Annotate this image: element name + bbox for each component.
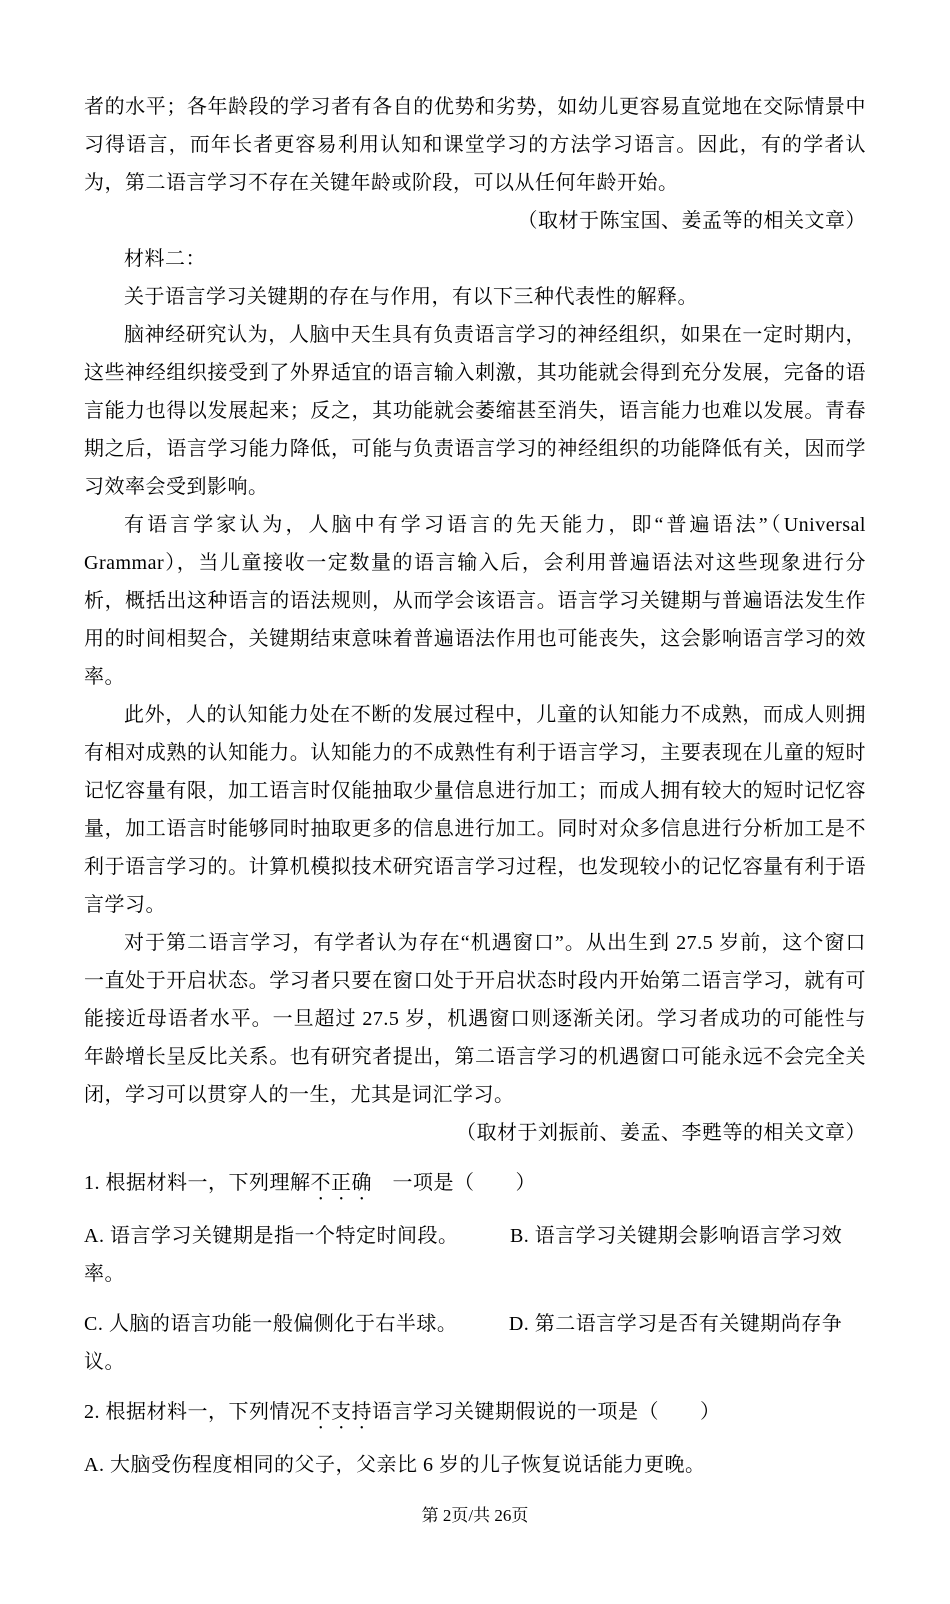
text-segment: 2. 根据材料一，下列情况: [84, 1401, 311, 1423]
text-segment: （取材于刘振前、姜孟、李甦等的相关文章）: [456, 1122, 866, 1144]
text-segment: 语言学习关键期假说的一项是（ ）: [372, 1401, 721, 1423]
emphasized-text: 不正确: [310, 1172, 372, 1194]
emphasized-text: 不支持: [310, 1401, 372, 1423]
document-body: [84, 88, 866, 1484]
paragraph: [84, 924, 866, 1114]
page-number: 第 2页/共 26页: [421, 1506, 529, 1525]
paragraph: [84, 696, 866, 924]
text-segment: （取材于陈宝国、姜孟等的相关文章）: [517, 210, 866, 232]
text-segment: 对于第二语言学习，有学者认为存在“机遇窗口”。从出生到 27.5 岁前，这个窗口一直处于开启状态。学习者只要在窗口处于开启状态时段内开始第二语言学习，就有可能接近母语者水平。一旦超过 27.5 岁，机遇窗口则逐渐关闭。学习者成功的可能性与年龄增长呈反比关系。也有研究者提出，第二语言学习的机遇窗口可能永远不会完全关闭，学习可以贯穿人的一生，尤其是词汇学习。: [84, 932, 866, 1106]
question-text: [84, 1393, 866, 1434]
text-segment: 1. 根据材料一，下列理解: [84, 1172, 311, 1194]
question-text: [84, 1164, 866, 1205]
source-attribution: [84, 1114, 866, 1152]
text-segment: C. 人脑的语言功能一般偏侧化于右半球。 D. 第二语言学习是否有关键期尚存争议。: [84, 1313, 843, 1373]
text-segment: 关于语言学习关键期的存在与作用，有以下三种代表性的解释。: [124, 286, 698, 308]
answer-options: [84, 1446, 866, 1484]
paragraph: [84, 506, 866, 696]
paragraph: [84, 88, 866, 202]
text-segment: A. 语言学习关键期是指一个特定时间段。 B. 语言学习关键期会影响语言学习效率。: [84, 1225, 843, 1285]
paragraph: [84, 316, 866, 506]
text-segment: 者的水平；各年龄段的学习者有各自的优势和劣势，如幼儿更容易直觉地在交际情景中习得语言，而年长者更容易利用认知和课堂学习的方法学习语言。因此，有的学者认为，第二语言学习不存在关键年龄或阶段，可以从任何年龄开始。: [84, 96, 866, 194]
source-attribution: [84, 202, 866, 240]
answer-options: [84, 1305, 866, 1381]
text-segment: A. 大脑受伤程度相同的父子，父亲比 6 岁的儿子恢复说话能力更晚。: [84, 1454, 706, 1476]
text-segment: 一项是（ ）: [372, 1172, 536, 1194]
paragraph: [84, 240, 866, 278]
text-segment: 脑神经研究认为，人脑中天生具有负责语言学习的神经组织，如果在一定时期内，这些神经组织接受到了外界适宜的语言输入刺激，其功能就会得到充分发展，完备的语言能力也得以发展起来；反之，其功能就会萎缩甚至消失，语言能力也难以发展。青春期之后，语言学习能力降低，可能与负责语言学习的神经组织的功能降低有关，因而学习效率会受到影响。: [84, 324, 866, 498]
page-footer: [0, 1506, 950, 1526]
text-segment: 有语言学家认为，人脑中有学习语言的先天能力，即“普遍语法”（Universal Grammar），当儿童接收一定数量的语言输入后，会利用普遍语法对这些现象进行分析，概括出这种语言的语法规则，从而学会该语言。语言学习关键期与普遍语法发生作用的时间相契合，关键期结束意味着普遍语法作用也可能丧失，这会影响语言学习的效率。: [84, 514, 866, 688]
paragraph: [84, 278, 866, 316]
text-segment: 此外，人的认知能力处在不断的发展过程中，儿童的认知能力不成熟，而成人则拥有相对成熟的认知能力。认知能力的不成熟性有利于语言学习，主要表现在儿童的短时记忆容量有限，加工语言时仅能抽取少量信息进行加工；而成人拥有较大的短时记忆容量，加工语言时能够同时抽取更多的信息进行加工。同时对众多信息进行分析加工是不利于语言学习的。计算机模拟技术研究语言学习过程，也发现较小的记忆容量有利于语言学习。: [84, 704, 866, 916]
text-segment: 材料二：: [124, 248, 206, 270]
answer-options: [84, 1217, 866, 1293]
